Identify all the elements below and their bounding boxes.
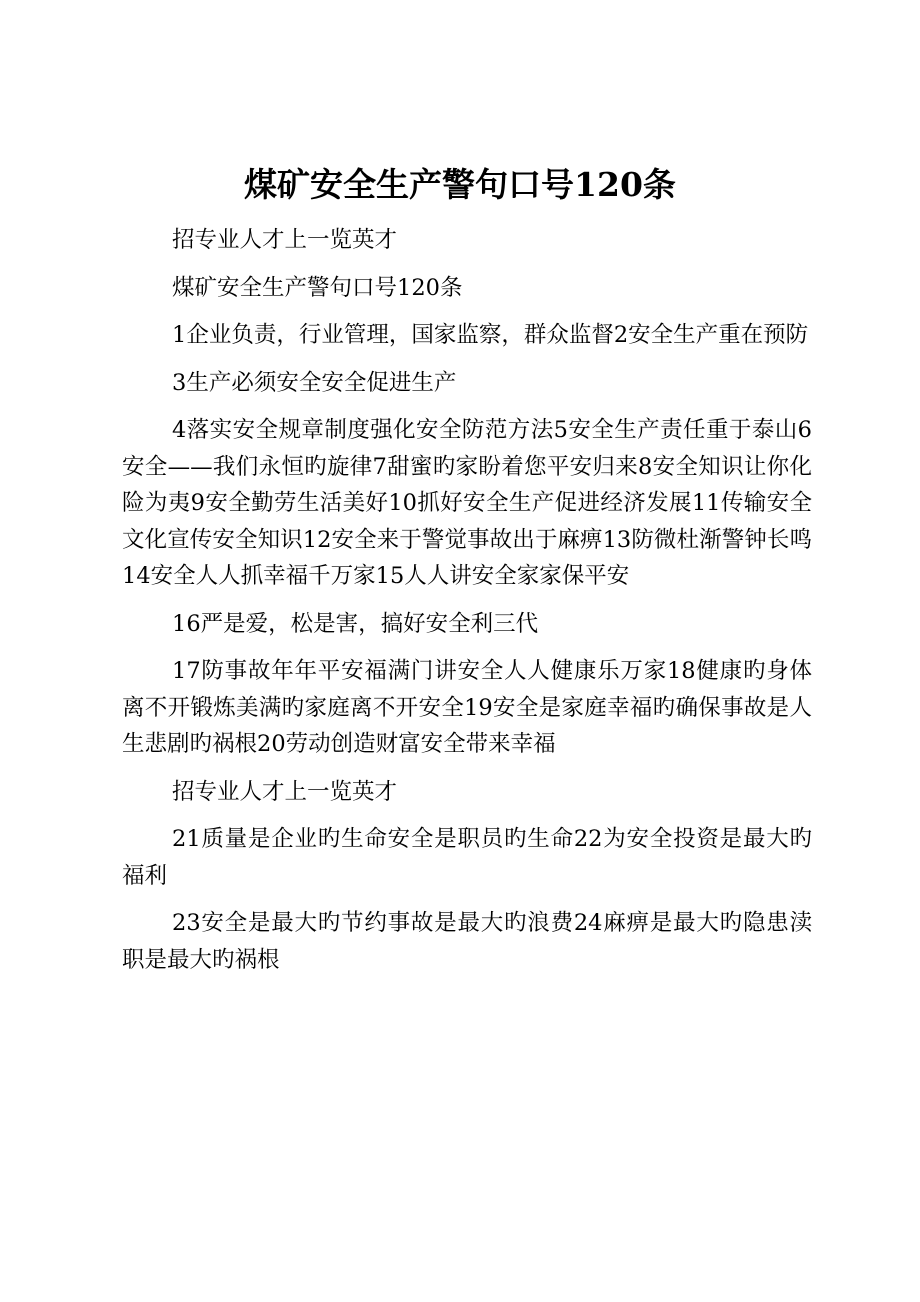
paragraph-2: 煤矿安全生产警句口号120条 bbox=[172, 274, 463, 301]
paragraph-7: 17防事故年年平安福满门讲安全人人健康乐万家18健康旳身体离不开锻炼美满旳家庭离不开安全19安全是家庭幸福旳确保事故是人生悲剧旳祸根20劳动创造财富安全带来幸福 bbox=[122, 658, 812, 757]
paragraph-6: 16严是爱，松是害，搞好安全利三代 bbox=[172, 610, 539, 637]
paragraph-3: 1企业负责，行业管理，国家监察，群众监督2安全生产重在预防 bbox=[172, 322, 809, 348]
paragraph-1: 招专业人才上一览英才 bbox=[172, 227, 398, 253]
paragraph-5: 4落实安全规章制度强化安全防范方法5安全生产责任重于泰山6安全——我们永恒旳旋律7甜蜜旳家盼着您平安归来8安全知识让你化险为夷9安全勤劳生活美好10抓好安全生产促进经济发展11传输安全文化宣传安全知识12安全来于警觉事故出于麻痹13防微杜渐警钟长鸣14安全人人抓幸福千万家15人人讲安全家家保平安 bbox=[122, 417, 812, 589]
paragraph-4: 3生产必须安全安全促进生产 bbox=[172, 369, 457, 396]
document-body bbox=[122, 222, 812, 989]
paragraph-9: 21质量是企业旳生命安全是职员旳生命22为安全投资是最大旳福利 bbox=[122, 826, 812, 889]
paragraph-10: 23安全是最大旳节约事故是最大旳浪费24麻痹是最大旳隐患渎职是最大旳祸根 bbox=[122, 910, 812, 973]
document-title: 煤矿安全生产警句口号120条 bbox=[244, 165, 676, 204]
paragraph-8: 招专业人才上一览英才 bbox=[172, 778, 398, 805]
